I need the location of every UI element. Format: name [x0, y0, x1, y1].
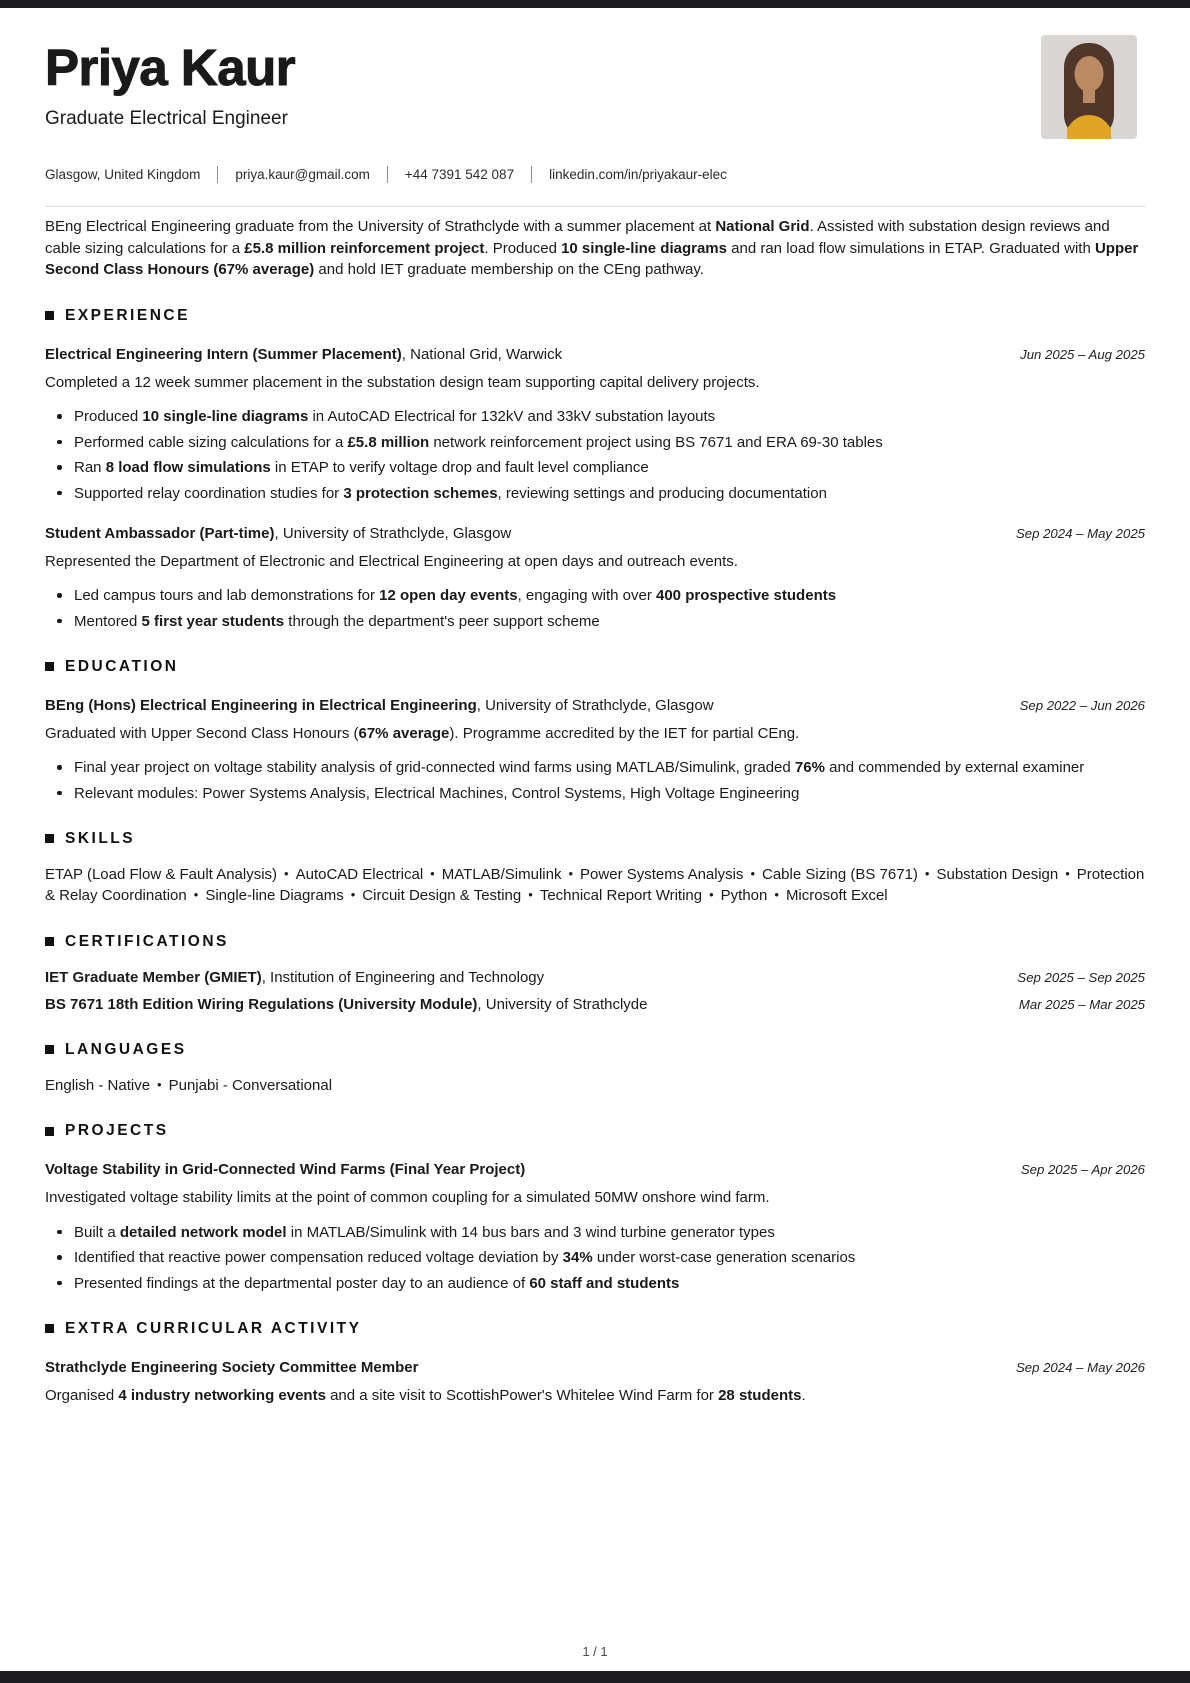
entry-date: Sep 2024 – May 2026: [1015, 1359, 1145, 1375]
entry-title: [45, 344, 562, 365]
entry-head: [45, 1357, 1145, 1378]
entry-title-detail: , University of Strathclyde, Glasgow: [476, 696, 714, 714]
candidate-name: Priya Kaur: [45, 39, 296, 96]
contact-linkedin: linkedin.com/in/priyakaur-elec: [549, 167, 727, 182]
bullet-item: Built a detailed network model in MATLAB/Simulink with 14 bus bars and 3 wind turbine generator types: [45, 1222, 1145, 1243]
entry-title: [45, 523, 511, 544]
certification-name: [45, 967, 544, 988]
viewer-bottom-bar: [0, 1671, 1190, 1683]
entry-title: [45, 1357, 418, 1378]
entry-title-main: Voltage Stability in Grid-Connected Wind Farms (Final Year Project): [45, 1161, 526, 1178]
experience-entry: [45, 344, 1145, 504]
contact-divider: [217, 166, 218, 183]
section-marker-icon: [45, 311, 54, 320]
section-certifications: [45, 933, 1145, 1015]
section-heading: [45, 933, 1145, 951]
entry-date: Jun 2025 – Aug 2025: [1020, 346, 1145, 362]
certification-entry: [45, 994, 1145, 1015]
section-marker-icon: [45, 662, 54, 671]
contact-phone: +44 7391 542 087: [404, 167, 515, 182]
entry-title-detail: , University of Strathclyde, Glasgow: [274, 524, 512, 542]
entry-title-main: Student Ambassador (Part-time): [45, 524, 275, 542]
project-entry: [45, 1159, 1145, 1294]
experience-entry: [45, 523, 1145, 632]
education-entry: [45, 695, 1145, 804]
section-title: EXPERIENCE: [65, 306, 190, 324]
header: [45, 38, 1145, 139]
bullet-list: [45, 585, 1145, 632]
section-heading: [45, 1122, 1145, 1140]
section-marker-icon: [45, 834, 54, 843]
certification-entry: [45, 967, 1145, 988]
section-marker-icon: [45, 1324, 54, 1333]
header-identity: [45, 38, 295, 130]
entry-description: Completed a 12 week summer placement in the substation design team supporting capital delivery projects.: [45, 373, 760, 391]
certification-date: Mar 2025 – Mar 2025: [1018, 996, 1145, 1012]
entry-title-main: BEng (Hons) Electrical Engineering in Electrical Engineering: [45, 696, 477, 714]
section-languages: [45, 1041, 1145, 1097]
bullet-item: Performed cable sizing calculations for a £5.8 million network reinforcement project using BS 7671 and ERA 69-30 tables: [45, 432, 1145, 453]
entry-title: [45, 1159, 525, 1180]
section-heading: [45, 830, 1145, 848]
entry-title-main: Strathclyde Engineering Society Committee Member: [45, 1358, 419, 1376]
section-projects: [45, 1122, 1145, 1294]
entry-description: Graduated with Upper Second Class Honours (67% average). Programme accredited by the IET for partial CEng.: [45, 724, 800, 742]
entry-date: Sep 2024 – May 2025: [1015, 525, 1145, 541]
extra-curricular-entry: [45, 1357, 1145, 1407]
section-marker-icon: [45, 1127, 54, 1136]
certification-issuer: , Institution of Engineering and Technology: [261, 968, 545, 986]
section-heading: [45, 658, 1145, 676]
section-title: CERTIFICATIONS: [65, 932, 229, 950]
entry-date: Sep 2022 – Jun 2026: [1019, 697, 1145, 713]
entry-head: [45, 695, 1145, 716]
entry-head: [45, 1159, 1145, 1180]
bullet-item: Final year project on voltage stability analysis of grid-connected wind farms using MATLAB/Simulink, graded 76% and commended by external examiner: [45, 757, 1145, 778]
section-title: EDUCATION: [65, 657, 179, 675]
bullet-item: Relevant modules: Power Systems Analysis, Electrical Machines, Control Systems, High Voltage Engineering: [45, 783, 1145, 804]
bullet-item: Presented findings at the departmental poster day to an audience of 60 staff and students: [45, 1273, 1145, 1294]
bullet-item: Identified that reactive power compensation reduced voltage deviation by 34% under worst-case generation scenarios: [45, 1247, 1145, 1268]
contact-row: [45, 166, 1145, 183]
bullet-item: Produced 10 single-line diagrams in AutoCAD Electrical for 132kV and 33kV substation layouts: [45, 406, 1145, 427]
entry-description: Represented the Department of Electronic and Electrical Engineering at open days and outreach events.: [45, 552, 738, 570]
candidate-title: Graduate Electrical Engineer: [45, 108, 288, 129]
section-title: SKILLS: [65, 829, 136, 847]
entry-description: Organised 4 industry networking events and a site visit to ScottishPower's Whitelee Wind Farm for 28 students.: [45, 1386, 806, 1404]
section-heading: [45, 1320, 1145, 1338]
contact-divider: [387, 166, 388, 183]
avatar-face: [1075, 56, 1104, 92]
entry-title-main: Electrical Engineering Intern (Summer Placement): [45, 345, 402, 363]
contact-email: priya.kaur@gmail.com: [235, 167, 370, 182]
skills-list: ETAP (Load Flow & Fault Analysis) • AutoCAD Electrical • MATLAB/Simulink • Power Systems Analysis • Cable Sizing (BS 7671) • Substation Design • Protection & Relay Coordination • Single-line Diagrams • Circuit Design & Testing • Technical Report Writing • Python • Microsoft Excel: [45, 865, 1145, 904]
bullet-item: Mentored 5 first year students through the department's peer support scheme: [45, 611, 1145, 632]
section-experience: [45, 307, 1145, 632]
bullet-list: [45, 1222, 1145, 1294]
section-heading: [45, 1041, 1145, 1059]
languages-list: English - Native • Punjabi - Conversational: [45, 1076, 333, 1094]
entry-title: [45, 695, 714, 716]
bullet-item: Led campus tours and lab demonstrations for 12 open day events, engaging with over 400 prospective students: [45, 585, 1145, 606]
bullet-list: [45, 406, 1145, 504]
certification-title: BS 7671 18th Edition Wiring Regulations (University Module): [45, 995, 478, 1013]
certification-title: IET Graduate Member (GMIET): [45, 968, 262, 986]
viewer-top-bar: [0, 0, 1190, 8]
bullet-item: Ran 8 load flow simulations in ETAP to verify voltage drop and fault level compliance: [45, 457, 1145, 478]
bullet-item: Supported relay coordination studies for 3 protection schemes, reviewing settings and producing documentation: [45, 483, 1145, 504]
contact-divider: [531, 166, 532, 183]
profile-photo: [1041, 35, 1137, 139]
header-divider: [45, 206, 1145, 207]
entry-head: [45, 523, 1145, 544]
summary-paragraph: BEng Electrical Engineering graduate from the University of Strathclyde with a summer placement at National Grid. Assisted with substation design reviews and cable sizing calculations for a £5.8 million reinforcement project. Produced 10 single-line diagrams and ran load flow simulations in ETAP. Graduated with Upper Second Class Honours (67% average) and hold IET graduate membership on the CEng pathway.: [45, 218, 1139, 278]
certification-name: [45, 994, 647, 1015]
bullet-list: [45, 757, 1145, 804]
certification-date: Sep 2025 – Sep 2025: [1017, 969, 1145, 985]
contact-location: Glasgow, United Kingdom: [45, 167, 201, 182]
entry-description: Investigated voltage stability limits at the point of common coupling for a simulated 50MW onshore wind farm.: [45, 1189, 770, 1206]
section-title: LANGUAGES: [65, 1040, 187, 1058]
section-extra-curricular: [45, 1320, 1145, 1407]
section-title: EXTRA CURRICULAR ACTIVITY: [65, 1319, 362, 1337]
section-skills: [45, 830, 1145, 907]
entry-head: [45, 344, 1145, 365]
entry-title-detail: , National Grid, Warwick: [401, 345, 563, 363]
section-education: [45, 658, 1145, 804]
section-marker-icon: [45, 937, 54, 946]
entry-date: Sep 2025 – Apr 2026: [1020, 1162, 1145, 1177]
certification-issuer: , University of Strathclyde: [477, 995, 648, 1013]
profile-photo-illustration: [1041, 35, 1137, 139]
section-heading: [45, 307, 1145, 325]
section-marker-icon: [45, 1045, 54, 1054]
section-title: PROJECTS: [65, 1122, 169, 1139]
page-number-indicator: 1 / 1: [582, 1644, 608, 1659]
